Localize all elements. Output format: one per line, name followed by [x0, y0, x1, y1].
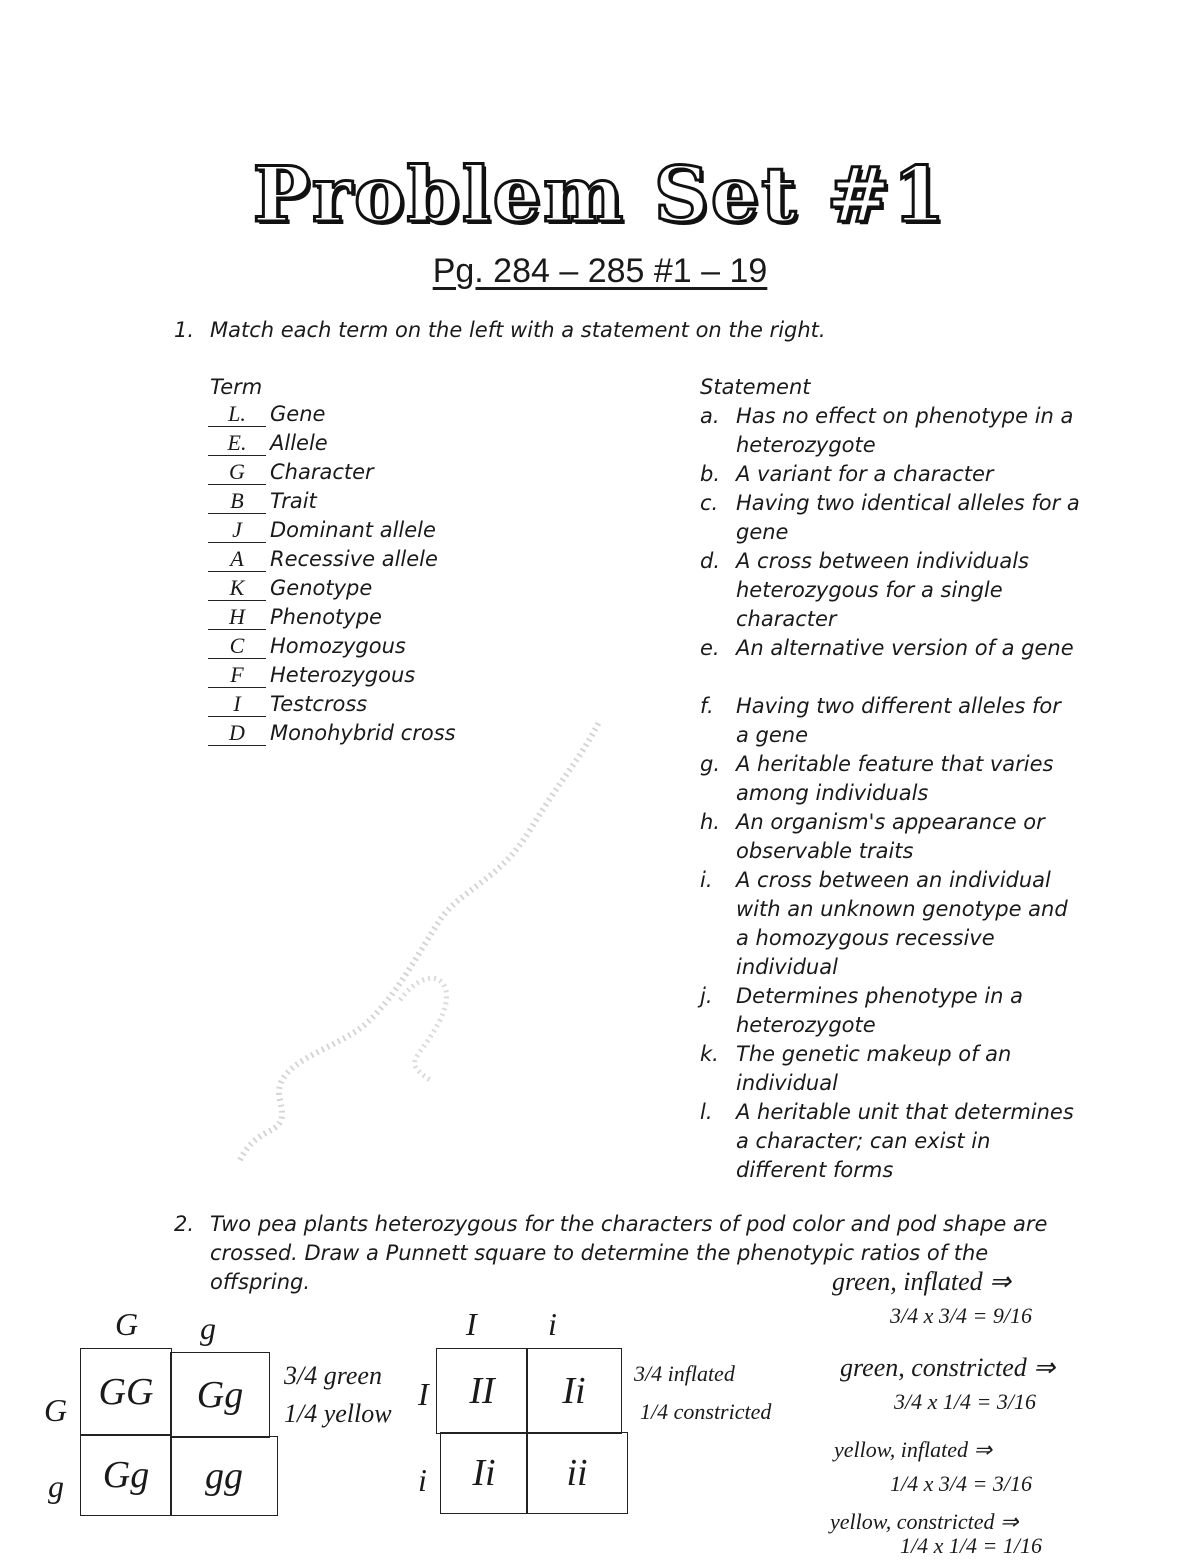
term-label: Monohybrid cross: [270, 721, 456, 745]
square1-cell: Gg: [80, 1434, 172, 1516]
answer-blank: L.: [208, 402, 266, 427]
question-1-number: 1.: [174, 318, 195, 342]
term-row: [208, 663, 415, 692]
term-label: Dominant allele: [270, 518, 436, 542]
answer-blank: E.: [208, 431, 266, 456]
statement-letter: e.: [700, 636, 720, 660]
statement-letter: c.: [700, 491, 719, 515]
result-label: yellow, constricted ⇒: [830, 1509, 1019, 1534]
term-label: Gene: [270, 402, 326, 426]
statement-text: An organism's appearance or observable traits: [736, 810, 1045, 863]
term-row: [208, 605, 382, 634]
answer-blank: G: [208, 460, 266, 485]
statement-row: [700, 866, 1080, 982]
statement-text: A cross between an individual with an unknown genotype and a homozygous recessive individual: [736, 868, 1068, 979]
square1-ratio-yellow: 1/4 yellow: [284, 1399, 392, 1428]
square1-side-label-1: G: [44, 1392, 68, 1428]
result-calc: 3/4 x 3/4 = 9/16: [890, 1303, 1032, 1328]
answer-blank: J: [208, 518, 266, 543]
term-label: Trait: [270, 489, 317, 513]
answer-blank: A: [208, 547, 266, 572]
term-label: Testcross: [270, 692, 368, 716]
term-row: [208, 576, 372, 605]
square2-cell: ii: [526, 1432, 628, 1514]
answer-blank: I: [208, 692, 266, 717]
term-row: [208, 431, 328, 460]
result-label: yellow, inflated ⇒: [834, 1437, 992, 1462]
term-label: Recessive allele: [270, 547, 438, 571]
answer-blank: K: [208, 576, 266, 601]
statement-letter: b.: [700, 462, 721, 486]
statement-row: [700, 750, 1080, 808]
statement-letter: a.: [700, 404, 720, 428]
square2-cell: Ii: [526, 1348, 622, 1434]
statement-letter: g.: [700, 752, 721, 776]
statement-row: [700, 634, 1080, 663]
statement-letter: d.: [700, 549, 721, 573]
term-header: Term: [210, 375, 263, 399]
term-label: Phenotype: [270, 605, 382, 629]
statement-letter: f.: [700, 694, 714, 718]
statement-row: [700, 402, 1080, 460]
square2-cell: Ii: [440, 1432, 528, 1514]
statement-text: Having two different alleles for a gene: [736, 694, 1061, 747]
statement-header: Statement: [700, 375, 811, 399]
square2-side-label-1: I: [418, 1376, 429, 1412]
statement-letter: l.: [700, 1100, 713, 1124]
statement-text: A heritable feature that varies among individuals: [736, 752, 1054, 805]
statement-text: Determines phenotype in a heterozygote: [736, 984, 1024, 1037]
statement-letter: h.: [700, 810, 720, 834]
statement-text: A variant for a character: [736, 462, 994, 486]
statement-text: Has no effect on phenotype in a heterozygote: [736, 404, 1074, 457]
term-label: Homozygous: [270, 634, 406, 658]
square2-top-label-2: i: [548, 1306, 557, 1342]
question-2-prompt: Two pea plants heterozygous for the characters of pod color and pod shape are crossed. Draw a Punnett square to determine the phenotypic ratios of the offspring.: [210, 1212, 1048, 1294]
statement-text: Having two identical alleles for a gene: [736, 491, 1080, 544]
result-calc: 1/4 x 1/4 = 1/16: [900, 1533, 1042, 1558]
term-row: [208, 402, 325, 431]
square2-cell: II: [436, 1348, 528, 1434]
answer-blank: F: [208, 663, 266, 688]
statement-text: The genetic makeup of an individual: [736, 1042, 1012, 1095]
statement-row: [700, 1098, 1080, 1185]
result-calc: 3/4 x 1/4 = 3/16: [894, 1389, 1036, 1414]
term-label: Heterozygous: [270, 663, 416, 687]
statement-row: [700, 460, 1080, 489]
square1-top-label-2: g: [200, 1310, 216, 1346]
square1-side-label-2: g: [48, 1468, 64, 1504]
square2-ratio-inflated: 3/4 inflated: [634, 1361, 735, 1386]
square2-side-label-2: i: [418, 1462, 427, 1498]
term-row: [208, 518, 436, 547]
square2-top-label-1: I: [466, 1306, 477, 1342]
question-2-number: 2.: [174, 1212, 195, 1236]
square1-cell: GG: [80, 1348, 172, 1436]
term-row: [208, 460, 374, 489]
square1-top-label-1: G: [115, 1306, 139, 1342]
page-title: Problem Set #1: [252, 150, 948, 239]
statement-letter: k.: [700, 1042, 719, 1066]
watermark-scribble: [200, 700, 660, 1200]
statement-text: An alternative version of a gene: [736, 636, 1074, 660]
question-1-prompt: Match each term on the left with a statement on the right.: [210, 318, 826, 342]
answer-blank: C: [208, 634, 266, 659]
result-label: green, constricted ⇒: [840, 1353, 1056, 1382]
statement-letter: i.: [700, 868, 713, 892]
term-label: Allele: [270, 431, 328, 455]
term-label: Character: [270, 460, 374, 484]
square1-cell: Gg: [170, 1352, 270, 1438]
statement-text: A cross between individuals heterozygous for a single character: [736, 549, 1029, 631]
answer-blank: H: [208, 605, 266, 630]
result-label: green, inflated ⇒: [832, 1267, 1011, 1296]
statement-row: [700, 982, 1080, 1040]
square1-ratio-green: 3/4 green: [284, 1361, 382, 1390]
statement-row: [700, 547, 1080, 634]
term-row: [208, 634, 406, 663]
statement-row: [700, 489, 1080, 547]
term-row: [208, 547, 438, 576]
term-row: [208, 489, 317, 518]
statement-row: [700, 1040, 1080, 1098]
answer-blank: B: [208, 489, 266, 514]
statement-text: A heritable unit that determines a character; can exist in different forms: [736, 1100, 1074, 1182]
result-calc: 1/4 x 3/4 = 3/16: [890, 1471, 1032, 1496]
square2-ratio-constricted: 1/4 constricted: [640, 1399, 772, 1424]
answer-blank: D: [208, 721, 266, 746]
statement-row: [700, 692, 1080, 750]
square1-cell: gg: [170, 1436, 278, 1516]
statement-row: [700, 808, 1080, 866]
term-label: Genotype: [270, 576, 373, 600]
page-subtitle: Pg. 284 – 285 #1 – 19: [432, 252, 768, 290]
statement-letter: j.: [700, 984, 713, 1008]
